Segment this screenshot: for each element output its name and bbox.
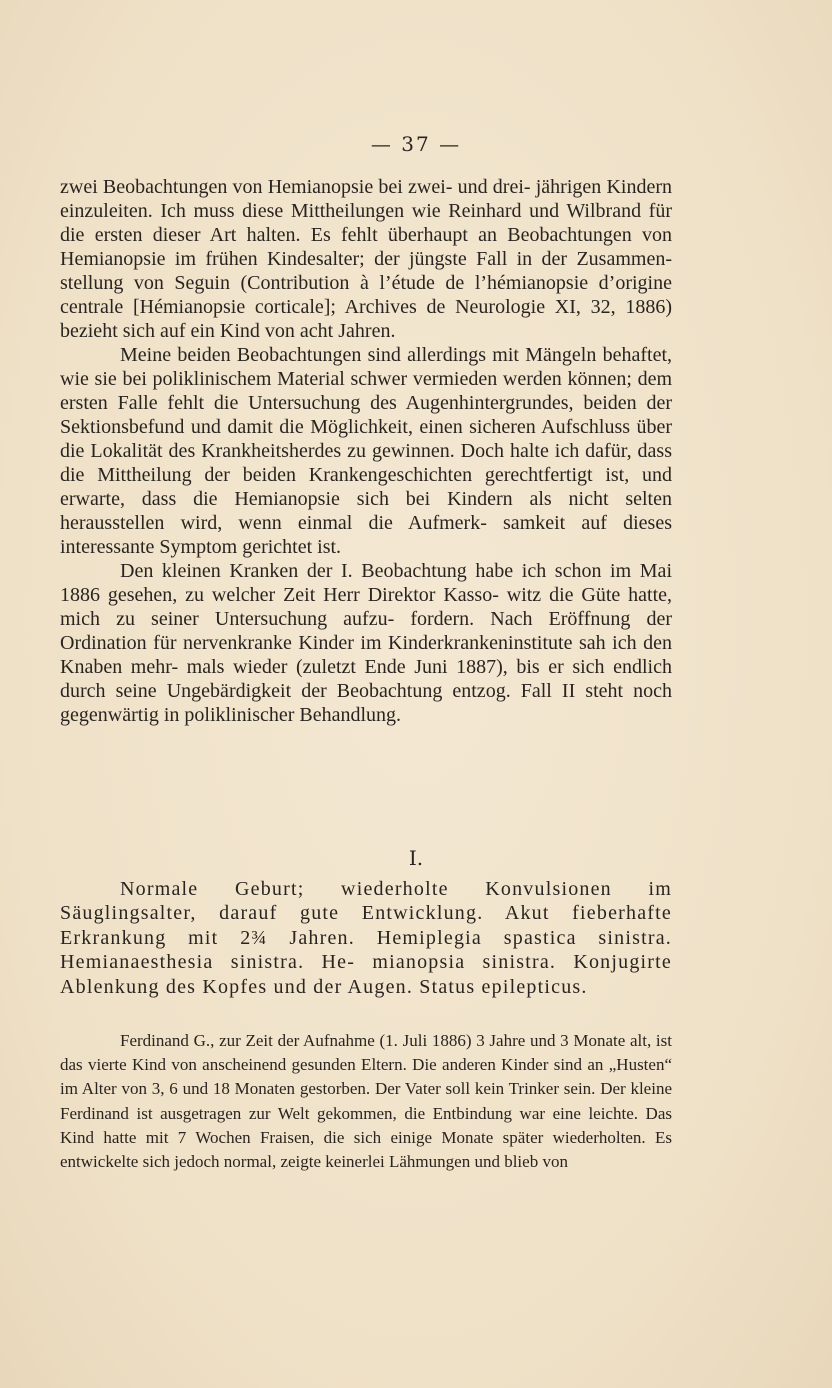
paragraph-3: Den kleinen Kranken der I. Beobachtung habe ich schon im Mai 1886 gesehen, zu welcher Zeit Herr Direktor Kasso- witz die Güte hatte, mich zu seiner Untersuchung aufzu- fordern. Nach Eröffnung der Ordination für nervenkranke Kinder im Kinderkrankeninstitute sah ich den Knaben mehr- mals wieder (zuletzt Ende Juni 1887), bis er sich endlich durch seine Ungebärdigkeit der Beobachtung entzog. Fall II steht noch gegenwärtig in poliklinischer Behandlung. [60, 560, 672, 726]
paragraph-2: Meine beiden Beobachtungen sind allerdings mit Mängeln behaftet, wie sie bei poliklinischem Material schwer vermieden werden können; dem ersten Falle fehlt die Untersuchung des Augenhintergrundes, beiden der Sektionsbefund und damit die Möglichkeit, einen sicheren Aufschluss über die Lokalität des Krankheitsherdes zu gewinnen. Doch halte ich dafür, dass die Mittheilung der beiden Krankengeschichten gerechtfertigt ist, und erwarte, dass die Hemianopsie sich bei Kindern als nicht selten herausstellen wird, wenn einmal die Aufmerk- samkeit auf dieses interessante Symptom gerichtet ist. [60, 344, 672, 558]
page-number: — 37 — [370, 132, 462, 156]
paragraph-1: zwei Beobachtungen von Hemianopsie bei zwei- und drei- jährigen Kindern einzuleiten. Ich muss diese Mittheilungen wie Reinhard und Wilbrand für die ersten dieser Art halten. Es fehlt überhaupt an Beobachtungen von Hemianopsie im frühen Kindesalter; der jüngste Fall in der Zusammen- stellung von Seguin (Contribution à l’étude de l’hémianopsie d’origine centrale [Hémianopsie corticale]; Archives de Neurologie XI, 32, 1886) bezieht sich auf ein Kind von acht Jahren. [60, 176, 672, 342]
case-text: Ferdinand G., zur Zeit der Aufnahme (1. Juli 1886) 3 Jahre und 3 Monate alt, ist das vierte Kind von anscheinend gesunden Eltern. Die anderen Kinder sind an „Husten“ im Alter von 3, 6 und 18 Monaten gestorben. Der Vater soll kein Trinker sein. Der kleine Ferdinand ist ausgetragen zur Welt gekommen, die Entbindung war eine leichte. Das Kind hatte mit 7 Wochen Fraisen, die sich einige Monate später wiederholten. Es entwickelte sich jedoch normal, zeigte keinerlei Lähmungen und blieb von [60, 1031, 672, 1172]
case-heading: I. [408, 846, 424, 870]
case-text-block [60, 1029, 672, 1174]
intro-paragraph-block [60, 175, 672, 727]
case-summary: Normale Geburt; wiederholte Konvulsionen im Säuglingsalter, darauf gute Entwicklung. Akut fieberhafte Erkrankung mit 2¾ Jahren. Hemiplegia spastica sinistra. Hemianaesthesia sinistra. He- mianopsia sinistra. Konjugirte Ablenkung des Kopfes und der Augen. Status epilepticus. [60, 878, 672, 998]
case-summary-block [60, 877, 672, 999]
